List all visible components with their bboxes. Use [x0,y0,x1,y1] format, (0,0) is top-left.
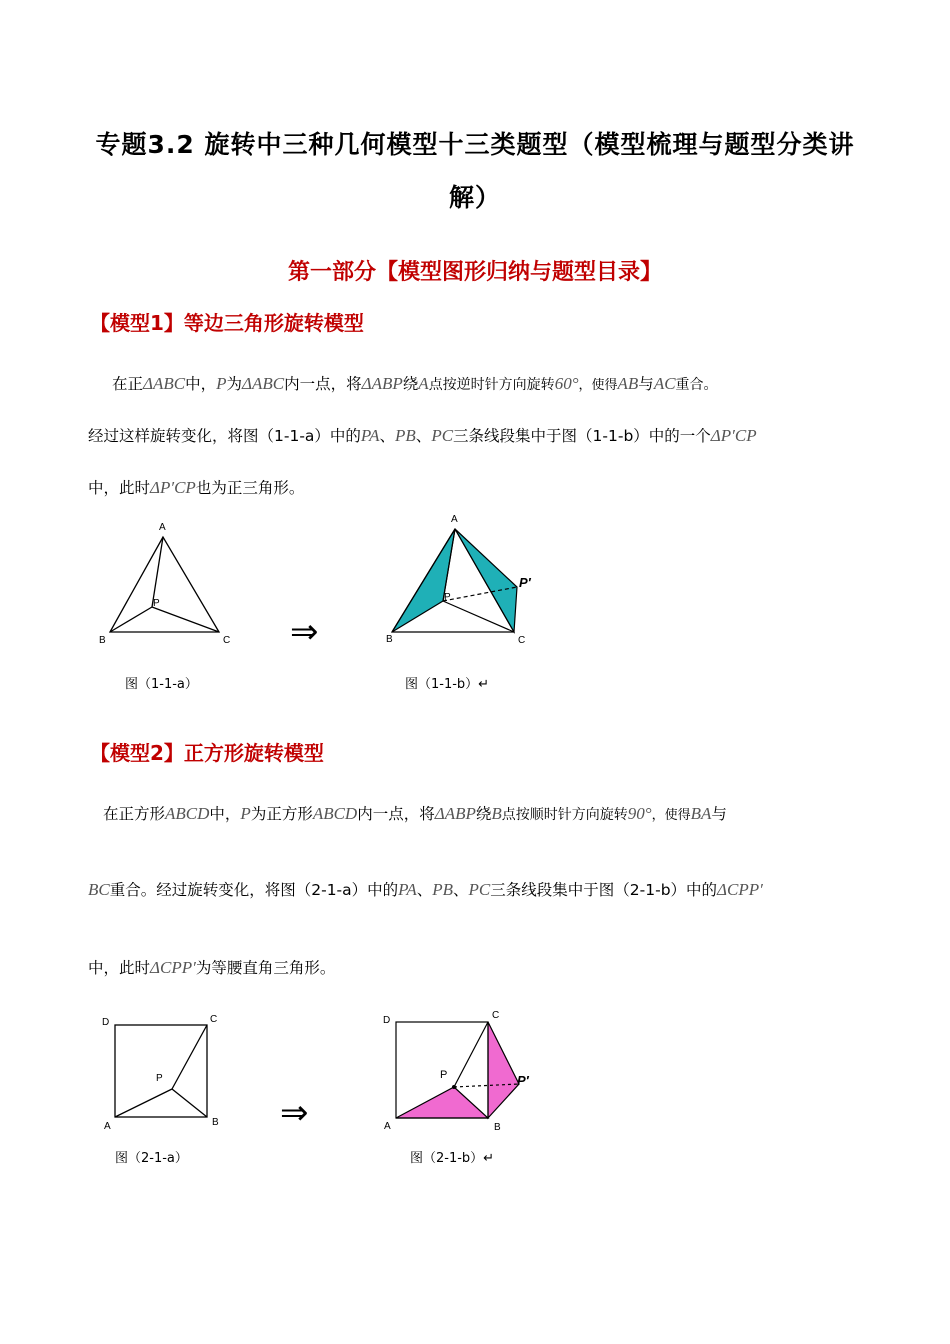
model1-para-line3: 中，此时ΔP′CP也为正三角形。 [88,478,305,497]
model2-para-line2: BC重合。经过旋转变化，将图（2-1-a）中的PA、PB、PC三条线段集中于图（2-1-b）中的ΔCPP′ [88,880,763,899]
label-p-prime: P′ [517,1073,529,1088]
label-c: C [518,635,526,646]
figure-1-1-a [95,515,245,655]
label-b: B [99,635,106,646]
label-p: P [444,592,451,603]
model2-heading: 【模型2】正方形旋转模型 [90,741,324,765]
figure-2-1-b [378,1005,548,1135]
caption-1-1-a: 图（1-1-a） [125,677,198,692]
label-p-prime: P′ [519,575,531,590]
label-d: D [102,1017,110,1028]
label-b: B [386,634,393,645]
figure-2-1-a [98,1008,228,1133]
caption-2-1-b: 图（2-1-b）↵ [410,1151,495,1166]
label-p: P [156,1073,163,1084]
label-d: D [383,1015,391,1026]
triangle-abc [110,537,219,632]
label-p: P [153,598,160,609]
label-a: A [159,522,166,533]
page-title-line1: 专题3.2 旋转中三种几何模型十三类题型（模型梳理与题型分类讲 [95,130,855,159]
label-b: B [494,1122,501,1133]
label-c: C [210,1014,218,1025]
label-a: A [451,514,458,525]
shaded-triangle-bcp-prime [488,1022,519,1118]
label-b: B [212,1117,219,1128]
section-heading: 第一部分【模型图形归纳与题型目录】 [287,260,662,285]
figure-1-1-b [380,505,550,655]
label-p: P [440,1069,448,1081]
square-abcd [115,1025,207,1117]
model2-para-line1: 在正方形ABCD中，P为正方形ABCD内一点，将ΔABP绕B点按顺时针方向旋转90°，使得BA与 [103,804,727,823]
model1-heading: 【模型1】等边三角形旋转模型 [90,311,364,335]
caption-2-1-a: 图（2-1-a） [115,1151,188,1166]
shaded-triangle-abp [396,1087,488,1118]
label-c: C [223,635,231,646]
model1-para-line2: 经过这样旋转变化，将图（1-1-a）中的PA、PB、PC三条线段集中于图（1-1-b）中的一个ΔP′CP [88,426,757,445]
arrow-2: ⇒ [280,1093,309,1133]
label-a: A [104,1121,111,1132]
arrow-1: ⇒ [290,612,319,652]
label-c: C [492,1010,500,1021]
caption-1-1-b: 图（1-1-b）↵ [405,677,490,692]
model2-para-line3: 中，此时ΔCPP′为等腰直角三角形。 [88,958,336,977]
model1-para-line1: 在正ΔABC中，P为ΔABC内一点，将ΔABP绕A点按逆时针方向旋转60°，使得AB与AC重合。 [112,374,718,393]
page-title-line2: 解） [448,183,501,212]
label-a: A [384,1121,391,1132]
